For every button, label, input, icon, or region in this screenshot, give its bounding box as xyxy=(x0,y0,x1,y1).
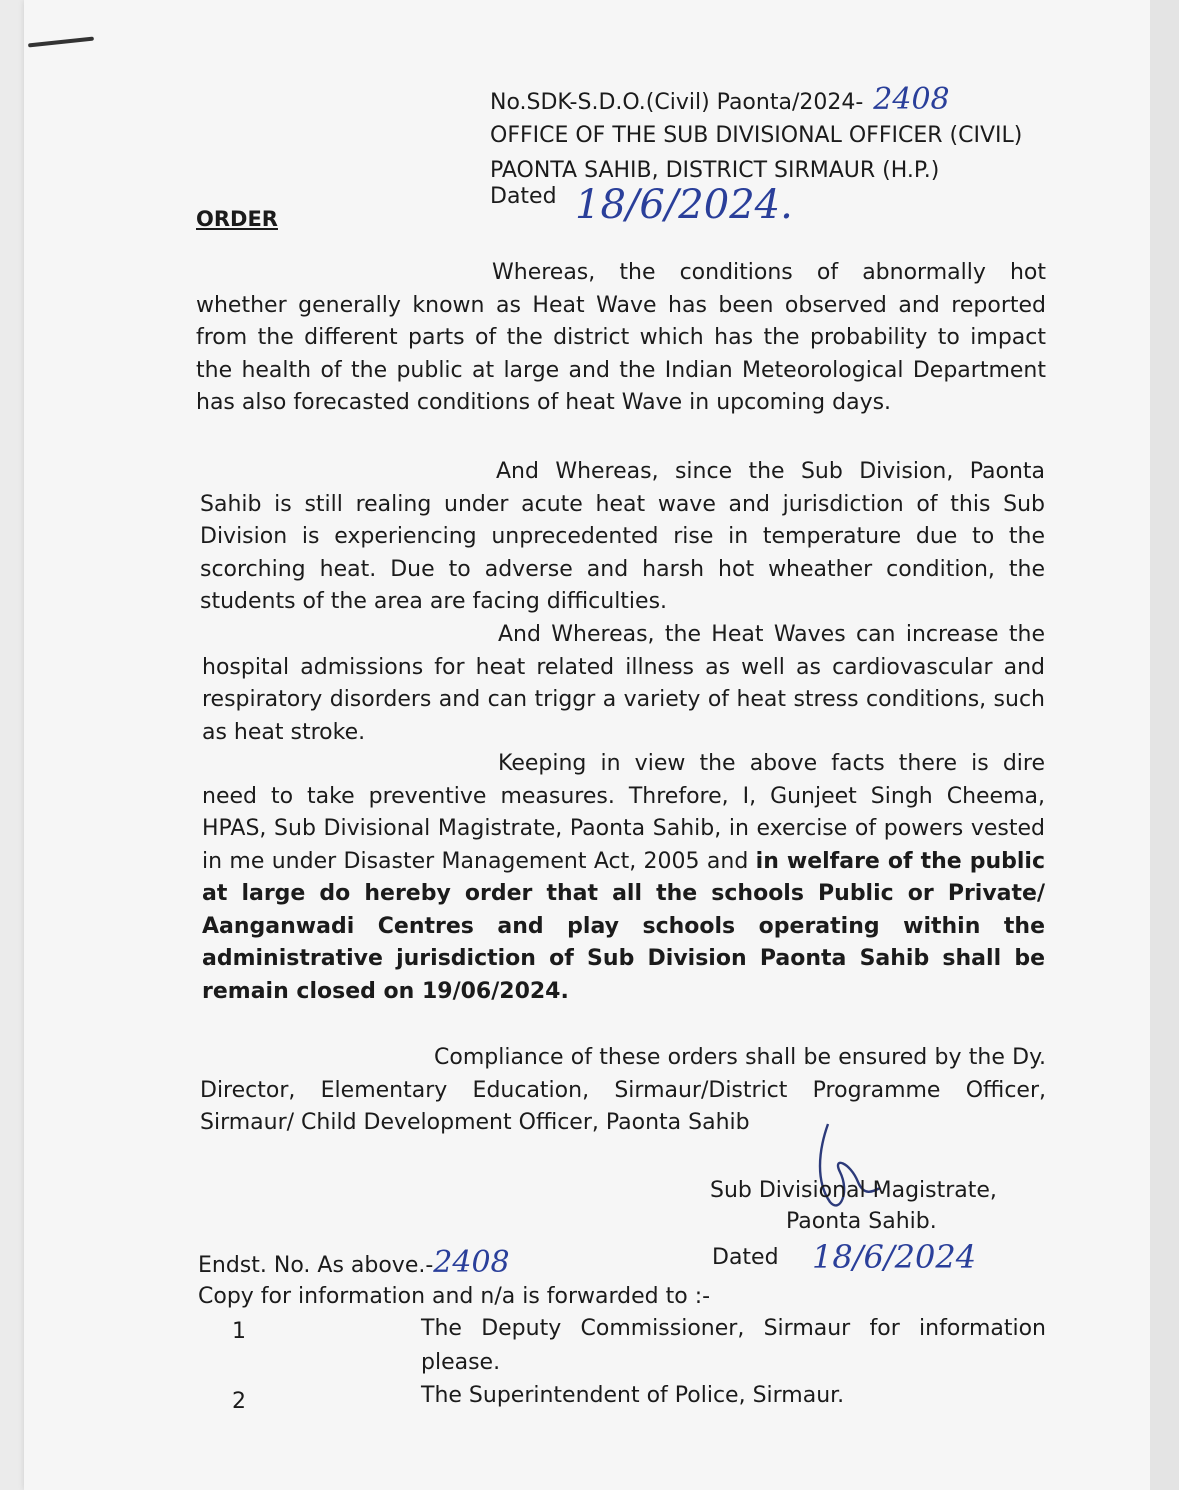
endorsement-number-handwritten: 2408 xyxy=(433,1245,510,1280)
endorsement-number xyxy=(198,1245,510,1280)
office-line-1: OFFICE OF THE SUB DIVISIONAL OFFICER (CIVIL) xyxy=(490,123,1023,148)
paragraph-whereas-1 xyxy=(196,257,1046,420)
endorsement-number-text: Endst. No. As above.- xyxy=(198,1253,434,1278)
reference-number xyxy=(490,82,950,117)
dated-label: Dated xyxy=(490,184,557,209)
paragraph-whereas-3-text: And Whereas, the Heat Waves can increase the hospital admissions for heat related illness as well as cardiovascular and respiratory disorders and can triggr a variety of heat stress conditions, such as heat stroke. xyxy=(202,622,1045,745)
recipient-number: 1 xyxy=(232,1319,246,1344)
recipient-text: The Superintendent of Police, Sirmaur. xyxy=(421,1383,845,1408)
endorsement-dated-handwritten: 18/6/2024 xyxy=(812,1238,977,1276)
reference-number-text: No.SDK-S.D.O.(Civil) Paonta/2024- xyxy=(490,90,864,115)
dated-handwritten: 18/6/2024. xyxy=(575,182,793,228)
signature-designation: Sub Divisional Magistrate, xyxy=(710,1178,997,1203)
paragraph-compliance-text: Compliance of these orders shall be ensured by the Dy. Director, Elementary Education, Sirmaur/District Programme Officer, Sirmaur/ Child Development Officer, Paonta Sahib xyxy=(200,1045,1046,1135)
signature-scribble xyxy=(810,1122,920,1222)
reference-number-handwritten: 2408 xyxy=(873,82,950,117)
paragraph-order-text: Keeping in view the above facts there is dire need to take preventive measures. Threfore, I, Gunjeet Singh Cheema, HPAS, Sub Divisional Magistrate, Paonta Sahib, in exercise of powers vested in me under Disaster Management Act, 2005 and xyxy=(202,751,1045,874)
recipient-text-continued: please. xyxy=(421,1350,501,1375)
signature-place: Paonta Sahib. xyxy=(786,1209,937,1234)
page-left-edge xyxy=(0,0,24,1490)
recipient-text: The Deputy Commissioner, Sirmaur for information xyxy=(421,1316,1046,1341)
page-right-edge xyxy=(1150,0,1179,1490)
paragraph-order-bold-text: in welfare of the public at large do hereby order that all the schools Public or Private/ Aanganwadi Centres and play schools operating within the administrative jurisdiction of Sub Division Paonta Sahib shall be remain closed on 19/06/2024. xyxy=(202,848,1045,1004)
paragraph-whereas-1-text: Whereas, the conditions of abnormally hot whether generally known as Heat Wave has been observed and reported from the different parts of the district which has the probability to impact the health of the public at large and the Indian Meteorological Department has also forecasted conditions of heat Wave in upcoming days. xyxy=(196,260,1046,415)
paragraph-order xyxy=(202,748,1045,1008)
paragraph-whereas-3 xyxy=(202,619,1045,749)
paragraph-whereas-2 xyxy=(200,456,1045,619)
office-line-2: PAONTA SAHIB, DISTRICT SIRMAUR (H.P.) xyxy=(490,158,940,183)
order-title: ORDER xyxy=(196,207,278,231)
recipient-number: 2 xyxy=(232,1389,246,1414)
endorsement-dated-label: Dated xyxy=(712,1245,779,1270)
paragraph-whereas-2-text: And Whereas, since the Sub Division, Paonta Sahib is still realing under acute heat wave and jurisdiction of this Sub Division is experiencing unprecedented rise in temperature due to the scorching heat. Due to adverse and harsh hot wheather condition, the students of the area are facing difficulties. xyxy=(200,459,1045,614)
copy-line: Copy for information and n/a is forwarded to :- xyxy=(198,1284,711,1309)
